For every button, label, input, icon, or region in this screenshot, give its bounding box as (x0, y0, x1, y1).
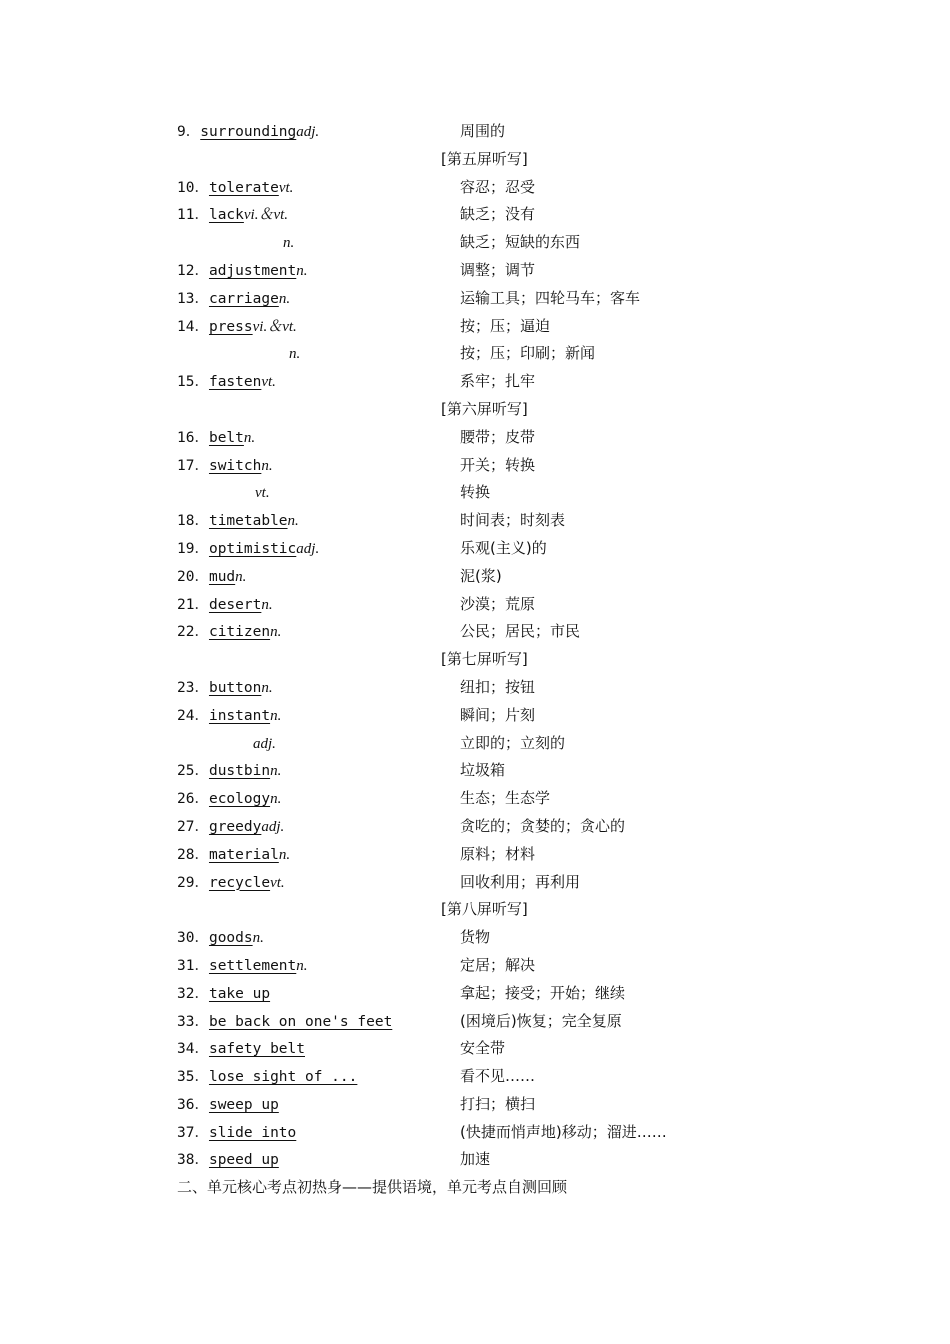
chinese-meaning: 拿起；接受；开始；继续 (460, 983, 626, 1002)
chinese-meaning: 乐观(主义)的 (460, 538, 547, 557)
vocab-word: tolerate (208, 179, 279, 196)
entry-number: 27． (177, 818, 209, 835)
entry-number: 9． (177, 124, 201, 140)
part-of-speech: adj. (296, 540, 320, 557)
part-of-speech: n. (261, 457, 273, 474)
chinese-meaning: 周围的 (460, 122, 506, 140)
chinese-meaning: 生态；生态学 (460, 789, 551, 808)
entry-number: 34． (177, 1041, 209, 1058)
entry-number: 37． (177, 1124, 209, 1141)
entry-number: 12． (177, 262, 209, 279)
entry-number: 14． (177, 318, 209, 335)
chinese-meaning: 立即的；立刻的 (460, 733, 566, 752)
vocab-entry (0, 368, 950, 396)
entry-number: 16． (177, 429, 209, 446)
chinese-meaning: (困境后)恢复；完全复原 (460, 1011, 622, 1030)
vocab-entry (0, 201, 950, 229)
part-of-speech: n. (289, 346, 301, 363)
part-of-speech: n. (261, 679, 273, 696)
vocab-word: citizen (208, 624, 271, 641)
chinese-meaning: 纽扣；按钮 (460, 677, 536, 696)
vocab-word: button (208, 679, 262, 696)
chinese-meaning: 看不见…… (460, 1067, 536, 1086)
entry-number: 33． (177, 1013, 209, 1030)
vocab-word: be back on one's feet (208, 1013, 393, 1030)
vocab-word: switch (208, 457, 262, 474)
chinese-meaning: 缺乏；没有 (460, 205, 536, 224)
chinese-meaning: 转换 (460, 483, 491, 502)
vocabulary-list (0, 118, 950, 1202)
chinese-meaning: 贪吃的；贪婪的；贪心的 (460, 816, 626, 835)
part-of-speech: n. (252, 930, 264, 947)
section-label: [第五屏听写] (441, 149, 528, 168)
section-label: [第七屏听写] (441, 650, 528, 669)
part-of-speech: vt. (255, 485, 270, 502)
entry-number: 23． (177, 679, 209, 696)
vocab-word: recycle (208, 874, 271, 891)
part-of-speech: vi.＆vt. (252, 318, 297, 335)
section-heading (0, 396, 950, 424)
chinese-meaning: 系牢；扎牢 (460, 372, 536, 391)
entry-number: 28． (177, 846, 209, 863)
part-of-speech: n. (296, 262, 308, 279)
section-heading (0, 146, 950, 174)
vocab-word: timetable (208, 513, 288, 530)
vocab-entry (0, 674, 950, 702)
vocab-entry (0, 730, 950, 758)
part-of-speech: n. (287, 513, 299, 530)
vocab-entry (0, 340, 950, 368)
vocab-entry (0, 591, 950, 619)
vocab-entry (0, 757, 950, 785)
entry-number: 10． (177, 179, 209, 196)
chinese-meaning: 公民；居民；市民 (460, 622, 581, 641)
chinese-meaning: 加速 (460, 1150, 491, 1169)
vocab-entry (0, 1119, 950, 1147)
entry-number: 21． (177, 596, 209, 613)
chinese-meaning: 回收利用；再利用 (460, 872, 581, 891)
vocab-entry (0, 257, 950, 285)
part-of-speech: n. (243, 429, 256, 446)
chinese-meaning: 沙漠；荒原 (460, 594, 536, 613)
part-of-speech: n. (296, 957, 308, 974)
vocab-entry (0, 174, 950, 202)
section-label: [第六屏听写] (441, 399, 528, 418)
vocab-entry (0, 452, 950, 480)
vocab-word: goods (208, 930, 253, 947)
vocab-word: settlement (208, 957, 297, 974)
vocab-word: belt (208, 429, 244, 446)
vocab-entry (0, 118, 950, 146)
chinese-meaning: 调整；调节 (460, 260, 536, 279)
vocab-word: speed up (208, 1152, 279, 1169)
vocab-word: fasten (208, 374, 262, 391)
entry-number: 26． (177, 791, 209, 808)
vocab-word: carriage (208, 290, 279, 307)
chinese-meaning: 缺乏；短缺的东西 (460, 233, 581, 252)
part-of-speech: adj. (261, 818, 285, 835)
part-of-speech: vt. (261, 374, 276, 391)
entry-number: 31． (177, 957, 209, 974)
vocab-word: instant (208, 707, 271, 724)
section-heading (0, 646, 950, 674)
vocab-entry (0, 785, 950, 813)
part-of-speech: n. (270, 791, 282, 808)
vocab-entry (0, 535, 950, 563)
chinese-meaning: 泥(浆) (460, 566, 502, 585)
vocab-entry (0, 1063, 950, 1091)
chinese-meaning: 货物 (460, 928, 491, 947)
chinese-meaning: 瞬间；片刻 (460, 705, 536, 724)
vocab-entry (0, 952, 950, 980)
vocab-word: safety belt (208, 1041, 305, 1058)
vocab-entry (0, 924, 950, 952)
chinese-meaning: 腰带；皮带 (460, 427, 536, 446)
part-of-speech: n. (270, 763, 282, 780)
chinese-meaning: 容忍；忍受 (460, 177, 536, 196)
entry-number: 11． (177, 207, 209, 224)
chinese-meaning: 垃圾箱 (460, 761, 506, 780)
vocab-entry (0, 563, 950, 591)
chinese-meaning: 按；压；逼迫 (460, 316, 551, 335)
part-of-speech: vt. (270, 874, 285, 891)
entry-number: 24． (177, 707, 209, 724)
vocab-word: press (208, 318, 253, 335)
vocab-word: sweep up (208, 1096, 279, 1113)
part-of-speech: n. (278, 846, 291, 863)
chinese-meaning: 运输工具；四轮马车；客车 (460, 288, 641, 307)
section-label: [第八屏听写] (441, 900, 528, 919)
vocab-entry (0, 507, 950, 535)
vocab-entry (0, 618, 950, 646)
part-of-speech: vi.＆vt. (243, 207, 289, 224)
section-heading (0, 896, 950, 924)
part-of-speech: n. (261, 596, 273, 613)
entry-number: 19． (177, 540, 209, 557)
part-of-speech: adj. (296, 124, 320, 140)
vocab-entry (0, 1008, 950, 1036)
vocab-entry (0, 980, 950, 1008)
chinese-meaning: 定居；解决 (460, 955, 536, 974)
vocab-word: lack (208, 207, 244, 224)
section-footer (0, 1174, 950, 1202)
entry-number: 29． (177, 874, 209, 891)
vocab-word: adjustment (208, 262, 297, 279)
vocab-word: dustbin (208, 763, 271, 780)
part-of-speech: n. (270, 707, 282, 724)
vocab-entry (0, 841, 950, 869)
vocab-word: surrounding (200, 124, 297, 140)
vocab-entry (0, 285, 950, 313)
part-of-speech: n. (283, 235, 295, 252)
next-section-title: 二、单元核心考点初热身——提供语境，单元考点自测回顾 (177, 1178, 568, 1197)
entry-number: 30． (177, 930, 209, 947)
entry-number: 15． (177, 374, 209, 391)
vocab-word: take up (208, 985, 271, 1002)
chinese-meaning: 安全带 (460, 1039, 506, 1058)
entry-number: 32． (177, 985, 209, 1002)
part-of-speech: n. (235, 568, 247, 585)
vocab-word: mud (208, 568, 236, 585)
vocab-word: material (208, 846, 279, 863)
vocab-word: greedy (208, 818, 262, 835)
vocab-word: desert (208, 596, 262, 613)
part-of-speech: n. (270, 624, 282, 641)
chinese-meaning: 按；压；印刷；新闻 (460, 344, 596, 363)
vocab-entry (0, 479, 950, 507)
chinese-meaning: (快捷而悄声地)移动；溜进…… (460, 1122, 667, 1141)
entry-number: 36． (177, 1096, 209, 1113)
entry-number: 18． (177, 513, 209, 530)
chinese-meaning: 原料；材料 (460, 844, 536, 863)
entry-number: 20． (177, 568, 209, 585)
vocab-entry (0, 813, 950, 841)
entry-number: 38． (177, 1152, 209, 1169)
chinese-meaning: 打扫；横扫 (460, 1094, 536, 1113)
vocab-entry (0, 1091, 950, 1119)
entry-number: 35． (177, 1069, 209, 1086)
chinese-meaning: 开关；转换 (460, 455, 536, 474)
vocab-entry (0, 424, 950, 452)
entry-number: 17． (177, 457, 209, 474)
chinese-meaning: 时间表；时刻表 (460, 511, 566, 530)
entry-number: 25． (177, 763, 209, 780)
part-of-speech: adj. (253, 735, 276, 752)
vocab-entry (0, 702, 950, 730)
vocab-entry (0, 1035, 950, 1063)
vocab-entry (0, 1146, 950, 1174)
vocab-entry (0, 869, 950, 897)
vocab-word: slide into (208, 1124, 297, 1141)
vocab-entry (0, 313, 950, 341)
entry-number: 22． (177, 624, 209, 641)
vocab-word: lose sight of ... (208, 1069, 358, 1086)
vocab-word: optimistic (208, 540, 297, 557)
part-of-speech: n. (278, 290, 291, 307)
vocab-entry (0, 229, 950, 257)
vocab-word: ecology (208, 791, 271, 808)
entry-number: 13． (177, 290, 209, 307)
part-of-speech: vt. (278, 179, 294, 196)
